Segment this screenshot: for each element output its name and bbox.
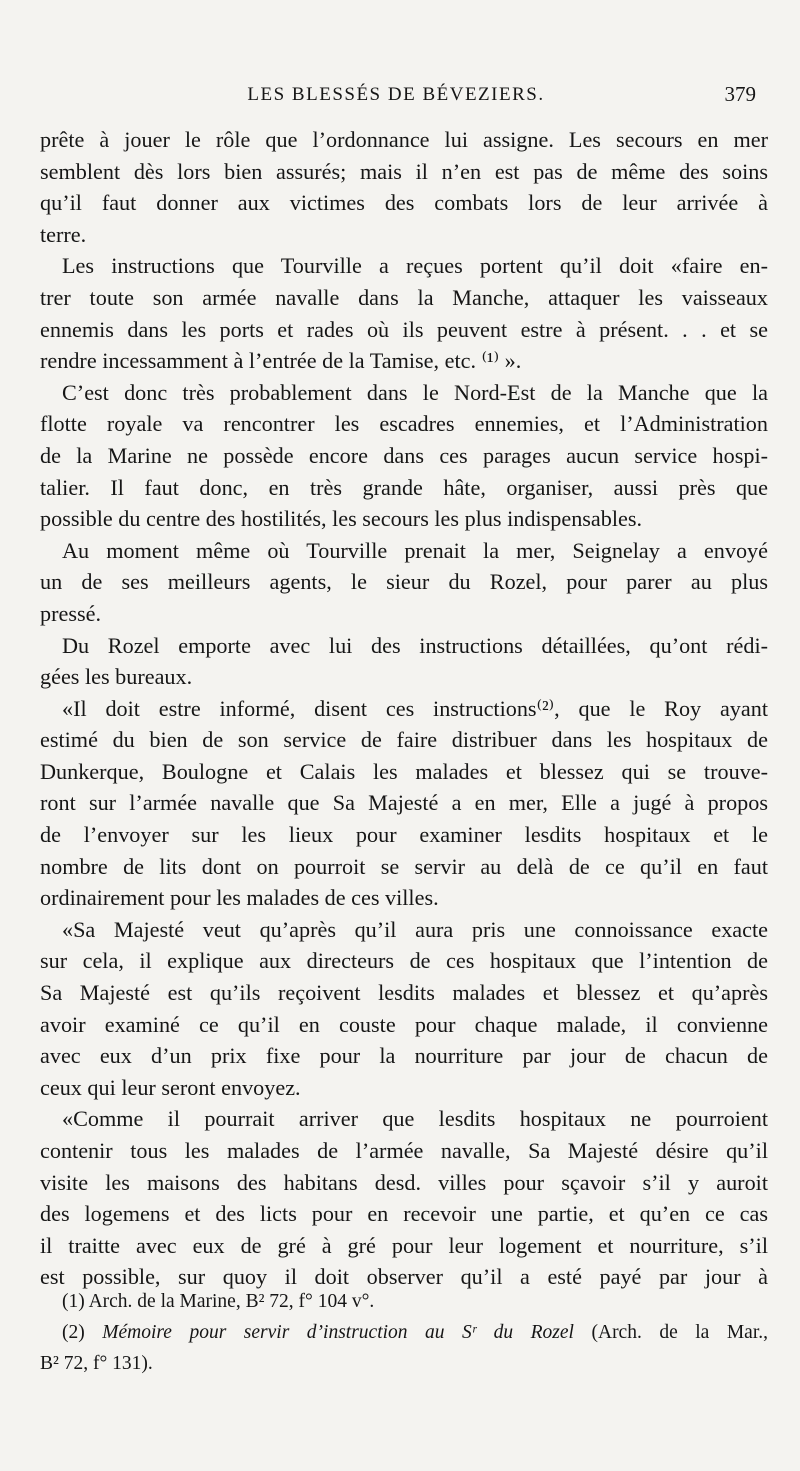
- text-line: prête à jouer le rôle que l’ordonnance lui assigne. Les secours en mer: [40, 127, 768, 152]
- text-line: flotte royale va rencontrer les escadres ennemies, et l’Administration: [40, 411, 768, 437]
- text-line: avoir examiné ce qu’il en couste pour chaque malade, il convienne: [40, 1011, 768, 1037]
- text-line: de la Marine ne possède encore dans ces parages aucun service hospi-: [40, 442, 768, 468]
- footnote-marker: (2): [62, 1322, 85, 1343]
- text-line: ordinairement pour les malades de ces villes.: [40, 885, 439, 911]
- text-line: qu’il faut donner aux victimes des combats lors de leur arrivée à: [40, 190, 768, 216]
- text-line: des logemens et des licts pour en recevoir une partie, et qu’en ce cas: [40, 1201, 768, 1227]
- footnotes: [40, 1286, 768, 1379]
- text-line: avec eux d’un prix fixe pour la nourriture par jour de chacun de: [40, 1043, 768, 1069]
- footnote-line: [40, 1286, 768, 1317]
- text-line: de l’envoyer sur les lieux pour examiner lesdits hospitaux et le: [40, 822, 768, 848]
- text-line: contenir tous les malades de l’armée navalle, Sa Majesté désire qu’il: [40, 1138, 768, 1163]
- footnote-text: B² 72, f° 131).: [40, 1353, 153, 1374]
- text-line: rendre incessamment à l’entrée de la Tamise, etc. ⁽¹⁾ ».: [40, 348, 522, 374]
- text-line: «Comme il pourrait arriver que lesdits hospitaux ne pourroient: [62, 1106, 768, 1132]
- text-line: est possible, sur quoy il doit observer qu’il a esté payé par jour à: [40, 1264, 768, 1290]
- text-line: Au moment même où Tourville prenait la mer, Seignelay a envoyé: [62, 537, 768, 563]
- text-line: un de ses meilleurs agents, le sieur du Rozel, pour parer au plus: [40, 569, 768, 595]
- text-line: Du Rozel emporte avec lui des instructions détaillées, qu’ont rédi-: [62, 632, 768, 658]
- page-header: [36, 80, 756, 116]
- footnote-marker: (1): [62, 1291, 85, 1312]
- text-line: semblent dès lors bien assurés; mais il n’en est pas de même des soins: [40, 158, 768, 184]
- text-line: sur cela, il explique aux directeurs de ces hospitaux que l’intention de: [40, 948, 768, 974]
- text-line: terre.: [40, 221, 87, 247]
- text-line: pressé.: [40, 600, 101, 626]
- footnote-title: Mémoire pour servir d’instruction au Sʳ du Rozel: [102, 1322, 574, 1343]
- text-line: Sa Majesté est qu’ils reçoivent lesdits malades et blessez et qu’après: [40, 980, 768, 1006]
- footnote-source: (Arch. de la Mar.,: [573, 1322, 769, 1343]
- text-line: trer toute son armée navalle dans la Manche, attaquer les vaisseaux: [40, 284, 768, 310]
- running-title: LES BLESSÉS DE BÉVEZIERS.: [247, 84, 545, 105]
- text-line: talier. Il faut donc, en très grande hâte, organiser, aussi près que: [40, 474, 768, 500]
- text-line: il traitte avec eux de gré à gré pour leur logement et nourriture, s’il: [40, 1232, 768, 1258]
- text-line: Dunkerque, Boulogne et Calais les malades et blessez qui se trouve-: [40, 758, 768, 784]
- text-line: «Il doit estre informé, disent ces instructions⁽²⁾, que le Roy ayant: [62, 695, 768, 721]
- footnote-text: Arch. de la Marine, B² 72, f° 104 v°.: [88, 1291, 375, 1312]
- text-line: ceux qui leur seront envoyez.: [40, 1074, 301, 1100]
- text-line: ennemis dans les ports et rades où ils peuvent estre à présent. . . et se: [40, 316, 768, 342]
- text-line: Les instructions que Tourville a reçues portent qu’il doit «faire en-: [62, 253, 768, 279]
- footnote-line: [40, 1348, 768, 1379]
- text-line: C’est donc très probablement dans le Nord-Est de la Manche que la: [62, 379, 768, 405]
- footnote-line: [40, 1317, 768, 1348]
- page-number: 379: [724, 82, 756, 106]
- text-line: gées les bureaux.: [40, 664, 193, 690]
- text-line: possible du centre des hostilités, les secours les plus indispensables.: [40, 506, 643, 532]
- text-line: «Sa Majesté veut qu’après qu’il aura pris une connoissance exacte: [62, 916, 768, 942]
- text-line: estimé du bien de son service de faire distribuer dans les hospitaux de: [40, 727, 768, 753]
- text-line: ront sur l’armée navalle que Sa Majesté a en mer, Elle a jugé à propos: [40, 790, 768, 816]
- body-text: [40, 124, 768, 1293]
- text-line: nombre de lits dont on pourroit se servir au delà de ce qu’il en faut: [40, 853, 768, 879]
- text-line: visite les maisons des habitans desd. villes pour sçavoir s’il y auroit: [40, 1169, 768, 1195]
